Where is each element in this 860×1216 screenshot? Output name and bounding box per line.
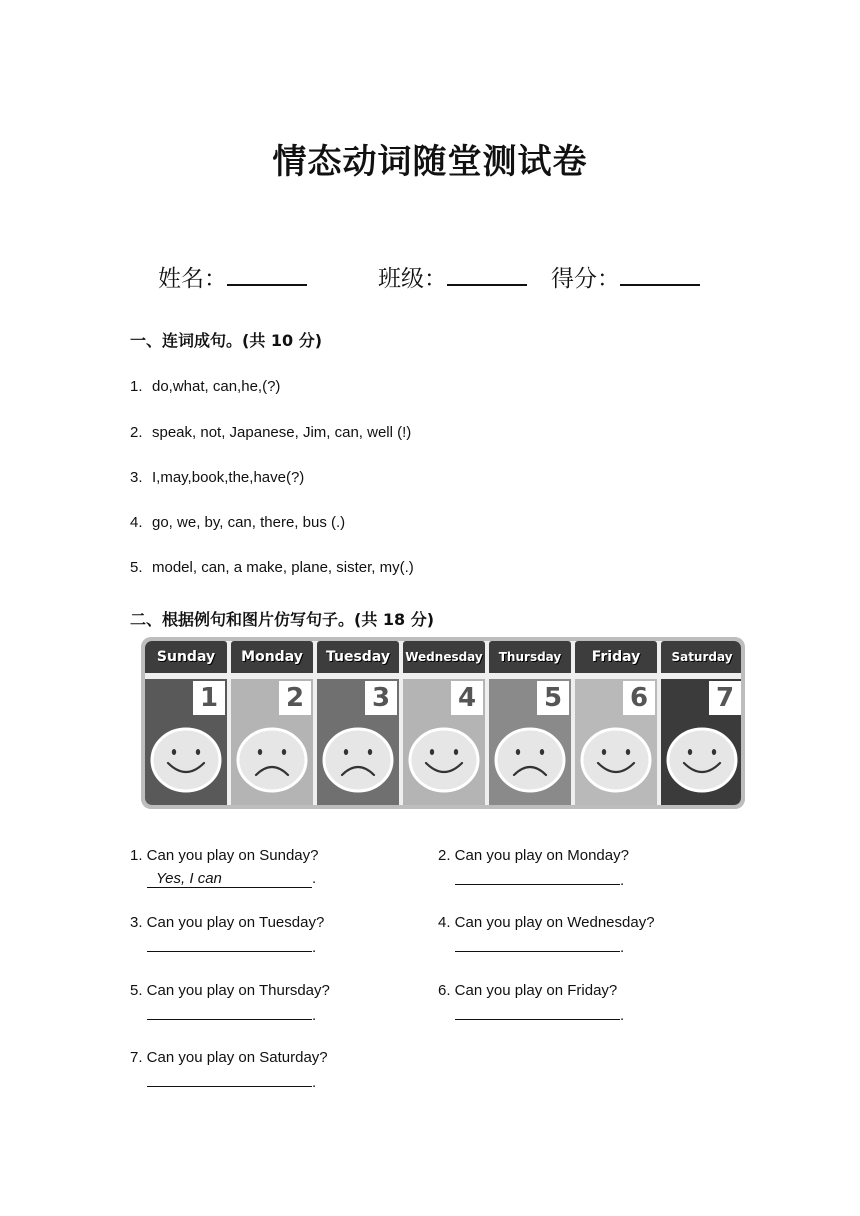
class-label: 班级： xyxy=(378,266,447,292)
face-circle xyxy=(668,729,736,791)
day-body xyxy=(317,679,399,805)
face-circle xyxy=(496,729,564,791)
question-text: go, we, by, can, there, bus (.) xyxy=(152,514,346,531)
day-column-tuesday xyxy=(317,641,399,805)
day-header: Saturday xyxy=(661,641,741,673)
face-eye xyxy=(540,749,544,755)
face-circle xyxy=(324,729,392,791)
s2-answer-3[interactable] xyxy=(147,937,316,956)
name-field xyxy=(158,260,307,293)
day-column-wednesday xyxy=(403,641,485,805)
face-eye xyxy=(626,749,630,755)
day-number: 7 xyxy=(709,681,741,715)
class-field xyxy=(378,260,527,293)
question-text: model, can, a make, plane, sister, my(.) xyxy=(152,559,414,576)
s2-answer-6[interactable] xyxy=(455,1005,624,1024)
question-number: 2. xyxy=(130,424,143,441)
chart-inner xyxy=(145,641,741,805)
s2-answer-1[interactable] xyxy=(147,870,316,888)
s2-question-4: 4. Can you play on Wednesday? xyxy=(438,914,655,931)
question-text: speak, not, Japanese, Jim, can, well (!) xyxy=(152,424,412,441)
day-number: 4 xyxy=(451,681,483,715)
smiley-face-icon xyxy=(150,727,222,793)
day-header: Monday xyxy=(231,641,313,673)
day-column-thursday xyxy=(489,641,571,805)
answer-line[interactable] xyxy=(147,937,312,952)
day-header: Friday xyxy=(575,641,657,673)
face-eye xyxy=(688,749,692,755)
day-body xyxy=(145,679,227,805)
s2-answer-5[interactable] xyxy=(147,1005,316,1024)
smiley-face-icon xyxy=(666,727,738,793)
day-column-sunday xyxy=(145,641,227,805)
face-circle xyxy=(238,729,306,791)
question-text: I,may,book,the,have(?) xyxy=(152,469,305,486)
face-circle xyxy=(410,729,478,791)
answer-line[interactable] xyxy=(455,870,620,885)
answer-period: . xyxy=(620,939,625,956)
day-number: 1 xyxy=(193,681,225,715)
s1-question-5 xyxy=(130,559,414,576)
face-eye xyxy=(368,749,372,755)
question-text: do,what, can,he,(?) xyxy=(152,378,281,395)
day-header: Thursday xyxy=(489,641,571,673)
weekday-mood-chart xyxy=(141,637,745,809)
name-label: 姓名： xyxy=(158,266,227,292)
s2-question-7: 7. Can you play on Saturday? xyxy=(130,1049,328,1066)
question-number: 5. xyxy=(130,559,143,576)
answer-period: . xyxy=(312,870,317,887)
s1-question-1 xyxy=(130,378,280,395)
s1-question-4 xyxy=(130,514,345,531)
day-header: Tuesday xyxy=(317,641,399,673)
answer-period: . xyxy=(312,1007,317,1024)
answer-period: . xyxy=(620,872,625,889)
day-number: 5 xyxy=(537,681,569,715)
s2-answer-4[interactable] xyxy=(455,937,624,956)
face-eye xyxy=(516,749,520,755)
smiley-face-icon xyxy=(580,727,652,793)
question-number: 1. xyxy=(130,378,143,395)
face-eye xyxy=(196,749,200,755)
day-number: 6 xyxy=(623,681,655,715)
section2-heading: 二、根据例句和图片仿写句子。(共 18 分) xyxy=(130,610,435,629)
face-circle xyxy=(152,729,220,791)
face-eye xyxy=(712,749,716,755)
page-title: 情态动词随堂测试卷 xyxy=(272,142,588,182)
answer-line[interactable] xyxy=(455,1005,620,1020)
score-blank[interactable] xyxy=(620,264,700,286)
s2-answer-2[interactable] xyxy=(455,870,624,889)
day-header: Wednesday xyxy=(403,641,485,673)
score-field xyxy=(551,260,700,293)
sad-face-icon xyxy=(322,727,394,793)
sad-face-icon xyxy=(494,727,566,793)
day-body xyxy=(575,679,657,805)
day-number: 3 xyxy=(365,681,397,715)
question-number: 3. xyxy=(130,469,143,486)
answer-line[interactable] xyxy=(455,937,620,952)
face-eye xyxy=(430,749,434,755)
class-blank[interactable] xyxy=(447,264,527,286)
answer-line[interactable] xyxy=(147,1005,312,1020)
day-body xyxy=(489,679,571,805)
s2-question-3: 3. Can you play on Tuesday? xyxy=(130,914,325,931)
answer-period: . xyxy=(620,1007,625,1024)
day-header: Sunday xyxy=(145,641,227,673)
face-eye xyxy=(344,749,348,755)
day-column-friday xyxy=(575,641,657,805)
sample-answer: Yes, I can xyxy=(147,870,312,888)
question-number: 4. xyxy=(130,514,143,531)
answer-line[interactable] xyxy=(147,1072,312,1087)
s2-answer-7[interactable] xyxy=(147,1072,316,1091)
day-body xyxy=(231,679,313,805)
day-body xyxy=(661,679,741,805)
sad-face-icon xyxy=(236,727,308,793)
s2-question-1: 1. Can you play on Sunday? xyxy=(130,847,319,864)
day-column-saturday xyxy=(661,641,741,805)
answer-period: . xyxy=(312,1074,317,1091)
face-eye xyxy=(602,749,606,755)
section1-heading: 一、连词成句。(共 10 分) xyxy=(130,331,323,350)
s2-question-2: 2. Can you play on Monday? xyxy=(438,847,629,864)
face-eye xyxy=(172,749,176,755)
s2-question-5: 5. Can you play on Thursday? xyxy=(130,982,330,999)
s1-question-2 xyxy=(130,424,411,441)
face-eye xyxy=(454,749,458,755)
day-body xyxy=(403,679,485,805)
s2-question-6: 6. Can you play on Friday? xyxy=(438,982,618,999)
answer-period: . xyxy=(312,939,317,956)
day-column-monday xyxy=(231,641,313,805)
face-eye xyxy=(258,749,262,755)
name-blank[interactable] xyxy=(227,264,307,286)
face-eye xyxy=(282,749,286,755)
s1-question-3 xyxy=(130,469,304,486)
face-circle xyxy=(582,729,650,791)
smiley-face-icon xyxy=(408,727,480,793)
score-label: 得分： xyxy=(551,266,620,292)
day-number: 2 xyxy=(279,681,311,715)
